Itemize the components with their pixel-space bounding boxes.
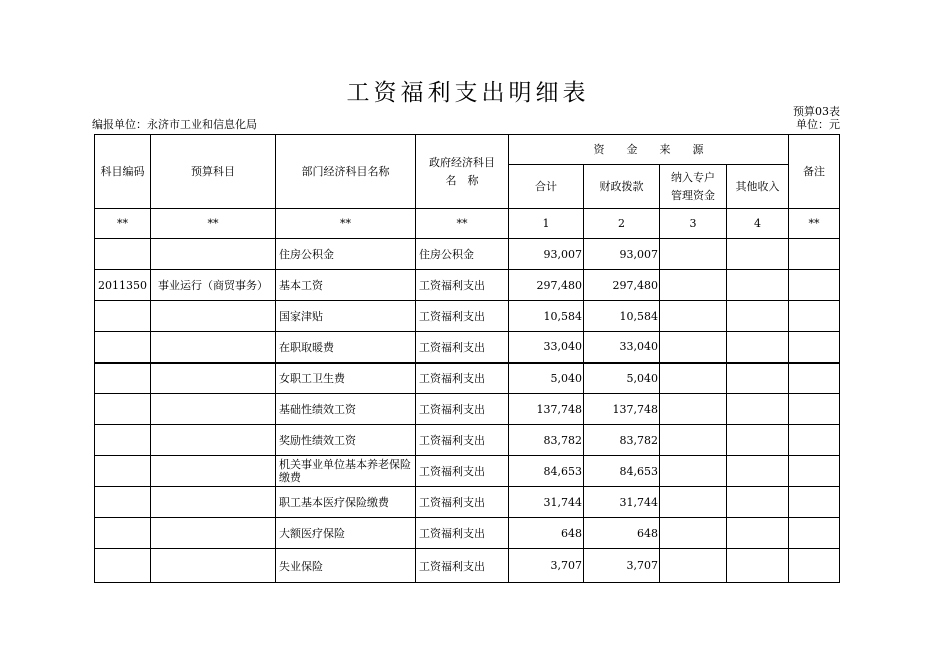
header-fiscal: 财政拨款	[584, 165, 660, 209]
dept-econ-cell: 基本工资	[276, 270, 416, 301]
fiscal-cell: 10,584	[584, 301, 660, 332]
other-income-cell	[727, 270, 789, 301]
other-income-cell	[727, 363, 789, 394]
subject-code-cell: 2011350	[95, 270, 151, 301]
note-cell	[789, 487, 840, 518]
dept-econ-cell: 机关事业单位基本养老保险缴费	[276, 456, 416, 487]
header-note: 备注	[789, 135, 840, 209]
special-account-cell	[660, 487, 727, 518]
table-row	[95, 549, 840, 583]
other-income-cell	[727, 456, 789, 487]
header-special-line2: 管理资金	[671, 188, 715, 202]
special-account-cell	[660, 549, 727, 583]
fiscal-cell: 3,707	[584, 549, 660, 583]
gov-econ-cell: 工资福利支出	[416, 518, 509, 549]
fiscal-cell: 33,040	[584, 332, 660, 363]
index-cell: **	[151, 209, 276, 239]
index-cell: **	[276, 209, 416, 239]
currency-unit: 单位：元	[796, 118, 840, 131]
index-cell: 2	[584, 209, 660, 239]
special-account-cell	[660, 518, 727, 549]
fiscal-cell: 31,744	[584, 487, 660, 518]
other-income-cell	[727, 549, 789, 583]
header-dept-econ: 部门经济科目名称	[276, 135, 416, 209]
note-cell	[789, 425, 840, 456]
special-account-cell	[660, 363, 727, 394]
header-other-income: 其他收入	[727, 165, 789, 209]
special-account-cell	[660, 301, 727, 332]
special-account-cell	[660, 456, 727, 487]
other-income-cell	[727, 301, 789, 332]
header-gov-econ	[416, 135, 509, 209]
note-cell	[789, 239, 840, 270]
other-income-cell	[727, 394, 789, 425]
reporting-organization: 编报单位：永济市工业和信息化局	[92, 118, 257, 131]
fiscal-cell: 83,782	[584, 425, 660, 456]
header-gov-econ-line2: 名 称	[445, 173, 479, 187]
budget-subject-cell	[151, 239, 276, 270]
special-account-cell	[660, 425, 727, 456]
total-cell: 137,748	[509, 394, 584, 425]
budget-subject-cell: 事业运行（商贸事务）	[151, 270, 276, 301]
subject-code-cell	[95, 332, 151, 363]
form-number: 预算03表	[793, 105, 840, 118]
subject-code-cell	[95, 487, 151, 518]
header-special-account	[660, 165, 727, 209]
special-account-cell	[660, 239, 727, 270]
subject-code-cell	[95, 301, 151, 332]
fiscal-cell: 137,748	[584, 394, 660, 425]
index-cell: **	[95, 209, 151, 239]
gov-econ-cell: 工资福利支出	[416, 394, 509, 425]
table-row	[95, 239, 840, 270]
other-income-cell	[727, 518, 789, 549]
fiscal-cell: 297,480	[584, 270, 660, 301]
total-cell: 33,040	[509, 332, 584, 363]
total-cell: 93,007	[509, 239, 584, 270]
table-row	[95, 394, 840, 425]
subject-code-cell	[95, 363, 151, 394]
dept-econ-cell: 职工基本医疗保险缴费	[276, 487, 416, 518]
gov-econ-cell: 工资福利支出	[416, 425, 509, 456]
budget-subject-cell	[151, 332, 276, 363]
table-row	[95, 301, 840, 332]
budget-subject-cell	[151, 487, 276, 518]
budget-subject-cell	[151, 425, 276, 456]
dept-econ-cell: 基础性绩效工资	[276, 394, 416, 425]
note-cell	[789, 332, 840, 363]
budget-subject-cell	[151, 363, 276, 394]
note-cell	[789, 363, 840, 394]
special-account-cell	[660, 332, 727, 363]
gov-econ-cell: 工资福利支出	[416, 301, 509, 332]
note-cell	[789, 549, 840, 583]
note-cell	[789, 301, 840, 332]
note-cell	[789, 456, 840, 487]
gov-econ-cell: 工资福利支出	[416, 456, 509, 487]
total-cell: 83,782	[509, 425, 584, 456]
budget-subject-cell	[151, 301, 276, 332]
dept-econ-cell: 失业保险	[276, 549, 416, 583]
index-cell: 1	[509, 209, 584, 239]
gov-econ-cell: 住房公积金	[416, 239, 509, 270]
special-account-cell	[660, 394, 727, 425]
dept-econ-cell: 在职取暖费	[276, 332, 416, 363]
budget-subject-cell	[151, 518, 276, 549]
other-income-cell	[727, 239, 789, 270]
header-special-line1: 纳入专户	[671, 170, 715, 184]
fiscal-cell: 648	[584, 518, 660, 549]
total-cell: 5,040	[509, 363, 584, 394]
budget-subject-cell	[151, 549, 276, 583]
other-income-cell	[727, 332, 789, 363]
dept-econ-cell: 住房公积金	[276, 239, 416, 270]
table-row	[95, 332, 840, 363]
index-cell: **	[416, 209, 509, 239]
special-account-cell	[660, 270, 727, 301]
subject-code-cell	[95, 425, 151, 456]
fiscal-cell: 93,007	[584, 239, 660, 270]
budget-subject-cell	[151, 394, 276, 425]
gov-econ-cell: 工资福利支出	[416, 487, 509, 518]
gov-econ-cell: 工资福利支出	[416, 363, 509, 394]
note-cell	[789, 394, 840, 425]
total-cell: 297,480	[509, 270, 584, 301]
dept-econ-cell: 国家津贴	[276, 301, 416, 332]
salary-welfare-table	[94, 134, 840, 583]
subject-code-cell	[95, 394, 151, 425]
other-income-cell	[727, 425, 789, 456]
subject-code-cell	[95, 456, 151, 487]
header-gov-econ-line1: 政府经济科目	[429, 155, 495, 169]
table-row	[95, 456, 840, 487]
total-cell: 10,584	[509, 301, 584, 332]
note-cell	[789, 270, 840, 301]
header-budget-subject: 预算科目	[151, 135, 276, 209]
table-row	[95, 363, 840, 394]
page-title: 工资福利支出明细表	[346, 80, 590, 106]
other-income-cell	[727, 487, 789, 518]
table-row	[95, 487, 840, 518]
fiscal-cell: 5,040	[584, 363, 660, 394]
total-cell: 648	[509, 518, 584, 549]
dept-econ-cell: 女职工卫生费	[276, 363, 416, 394]
table-body	[95, 239, 840, 583]
dept-econ-cell: 大额医疗保险	[276, 518, 416, 549]
subject-code-cell	[95, 239, 151, 270]
note-cell	[789, 518, 840, 549]
total-cell: 3,707	[509, 549, 584, 583]
subject-code-cell	[95, 549, 151, 583]
header-total: 合计	[509, 165, 584, 209]
gov-econ-cell: 工资福利支出	[416, 332, 509, 363]
budget-subject-cell	[151, 456, 276, 487]
header-code: 科目编码	[95, 135, 151, 209]
subject-code-cell	[95, 518, 151, 549]
index-cell: 4	[727, 209, 789, 239]
dept-econ-cell: 奖励性绩效工资	[276, 425, 416, 456]
table-row	[95, 425, 840, 456]
total-cell: 84,653	[509, 456, 584, 487]
index-cell: 3	[660, 209, 727, 239]
gov-econ-cell: 工资福利支出	[416, 549, 509, 583]
header-fund-source: 资 金 来 源	[509, 135, 789, 165]
table-row	[95, 518, 840, 549]
table-row	[95, 270, 840, 301]
gov-econ-cell: 工资福利支出	[416, 270, 509, 301]
fiscal-cell: 84,653	[584, 456, 660, 487]
total-cell: 31,744	[509, 487, 584, 518]
index-cell: **	[789, 209, 840, 239]
